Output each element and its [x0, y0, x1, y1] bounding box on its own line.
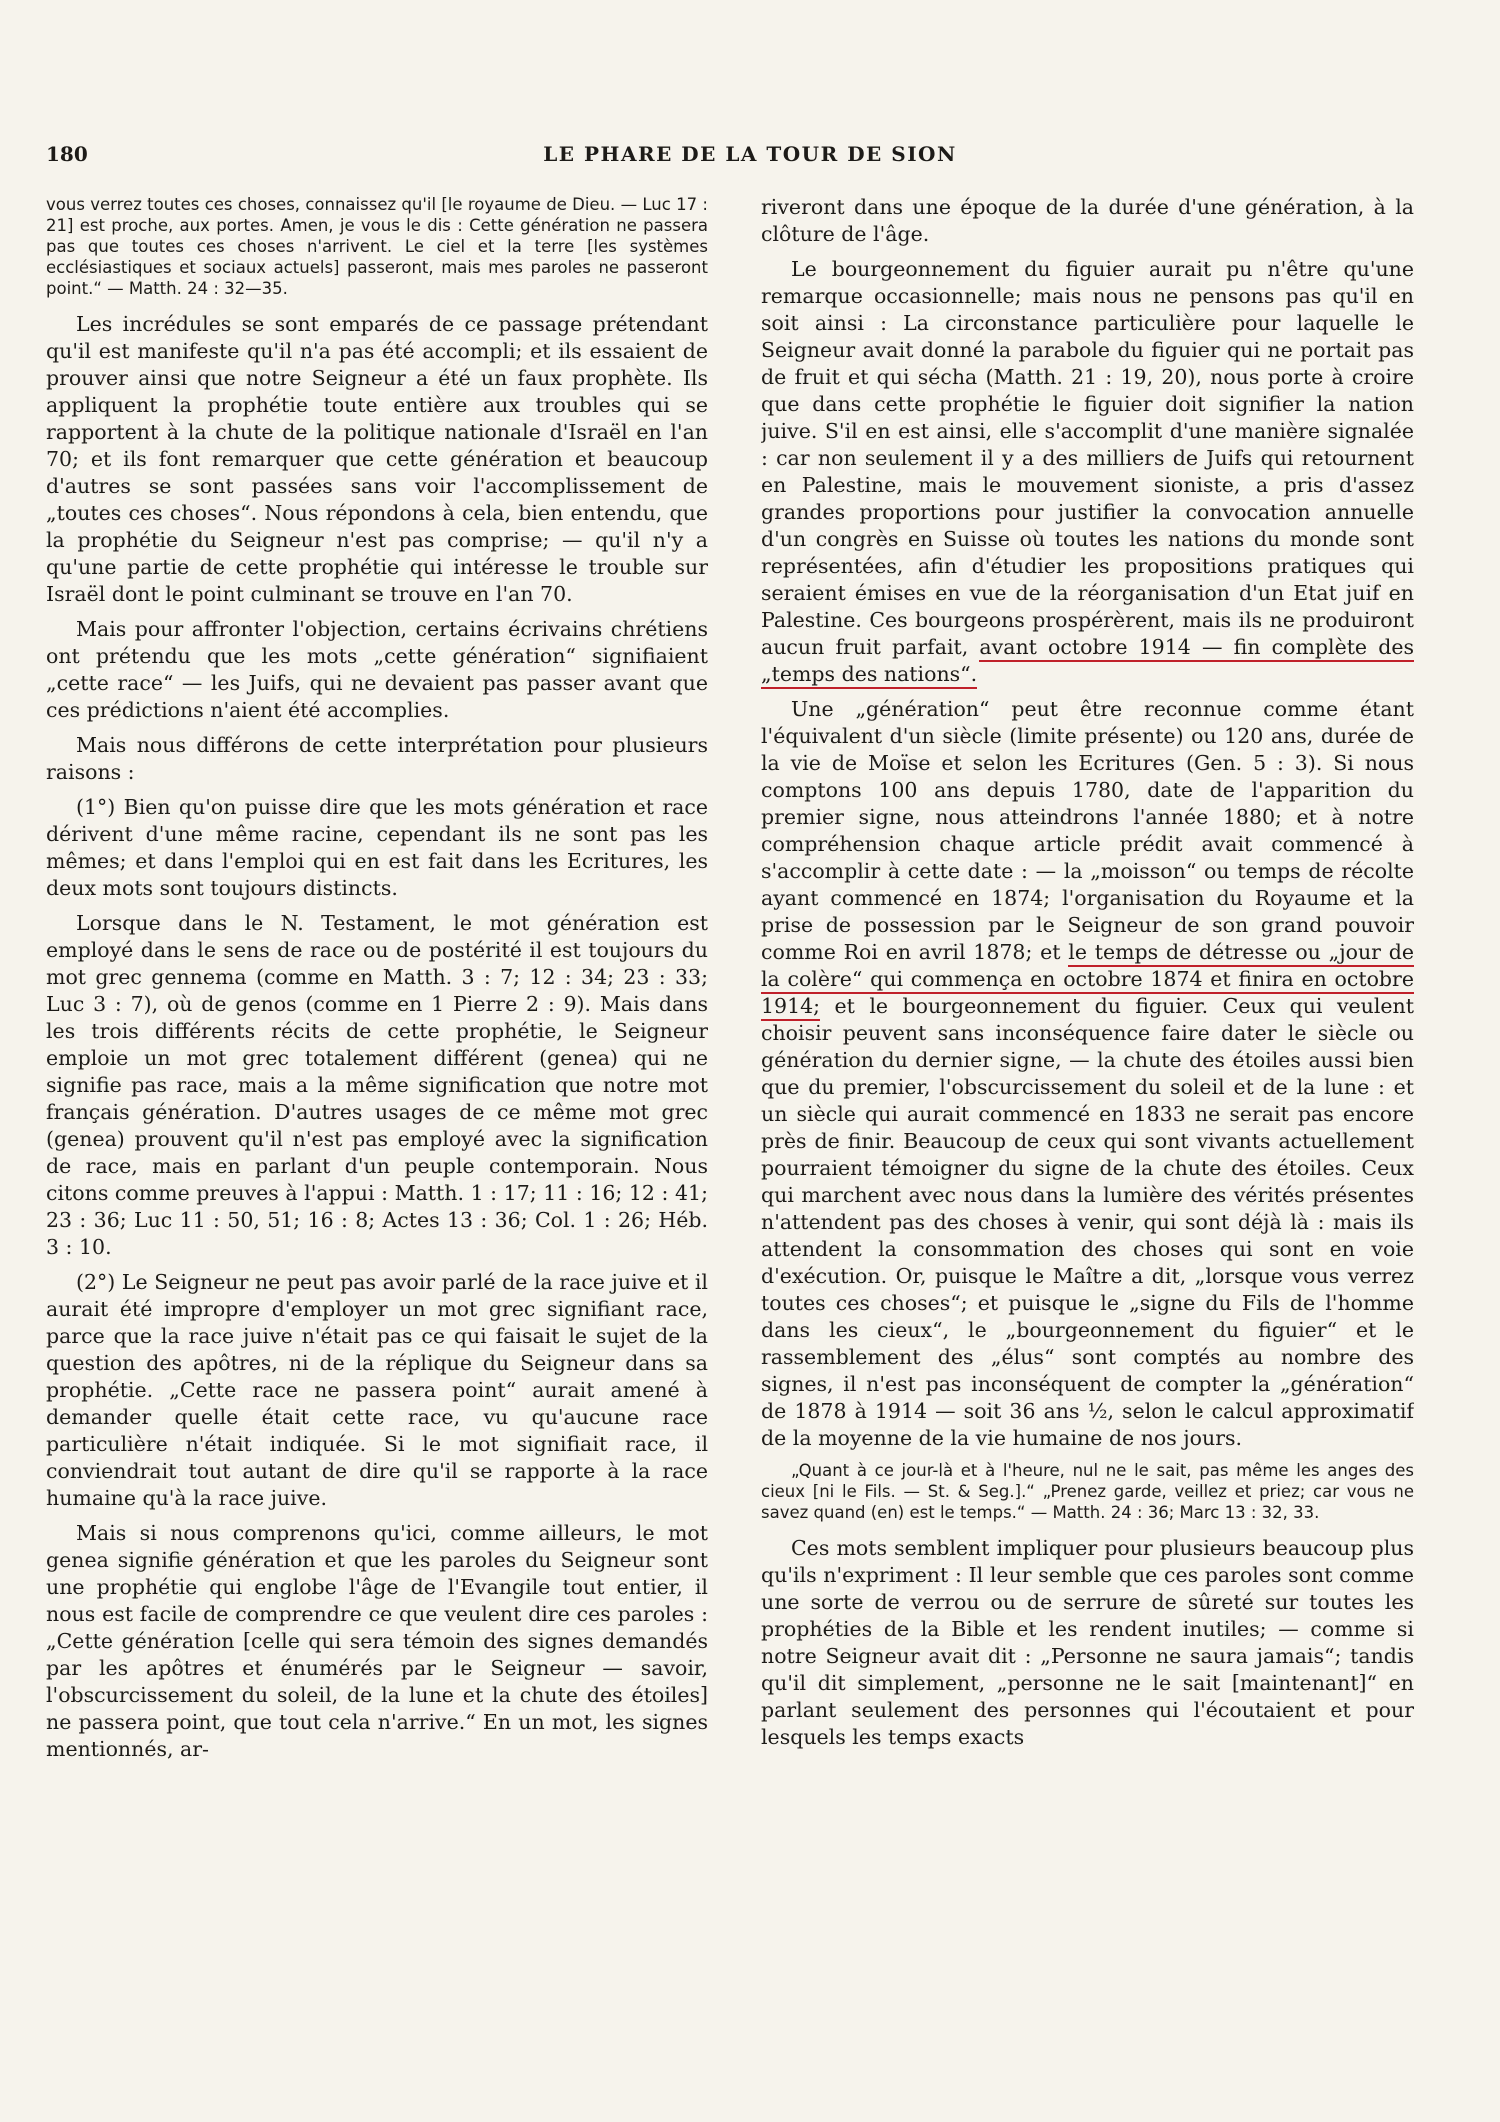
paragraph — [761, 256, 1414, 688]
paragraph: Mais nous différons de cette interprétation pour plusieurs raisons : — [46, 733, 708, 784]
paragraph-text: Une „génération“ peut être reconnue comme étant l'équivalent d'un siècle (limite présente) ou 120 ans, durée de la vie de Moïse et selon les Ecritures (Gen. 5 : 3). Si nous comptons 100 ans depuis 1780, date de l'apparition du premier signe, nous atteindrons l'année 1880; et à notre compréhension chaque article prédit avait commencé à s'accomplir à cette date : — la „moisson“ ou temps de récolte ayant commencé en 1874; l'organisation du Royaume et la prise de possession par le Seigneur de son grand pouvoir comme Roi en avril 1878; et — [761, 697, 1414, 964]
red-underlined-passage: le temps de détresse ou „jour de la colère“ qui commença en octobre 1874 et finira en octobre 1914; — [761, 940, 1414, 1021]
running-title: LE PHARE DE LA TOUR DE SION — [543, 142, 957, 166]
paragraph: (2°) Le Seigneur ne peut pas avoir parlé de la race juive et il aurait été impropre d'employer un mot grec signifiant race, parce que la race juive n'était pas ce qui faisait le sujet de la question des apôtres, ni de la réplique du Seigneur dans sa prophétie. „Cette race ne passera point“ aurait amené à demander quelle était cette race, vu qu'aucune race particulière n'était indiquée. Si le mot signifiait race, il conviendrait tout autant de dire qu'il se rapporte à la race humaine qu'à la race juive. — [46, 1270, 708, 1510]
page-number: 180 — [46, 142, 88, 166]
paragraph: (1°) Bien qu'on puisse dire que les mots génération et race dérivent d'une même racine, cependant ils ne sont pas les mêmes; et dans l'emploi qui en est fait dans les Ecritures, les deux mots sont toujours distincts. — [46, 795, 708, 900]
paragraph: Mais si nous comprenons qu'ici, comme ailleurs, le mot genea signifie génération et que les paroles du Seigneur sont une prophétie qui englobe l'âge de l'Evangile tout entier, il nous est facile de comprendre ce que veulent dire ces paroles : „Cette génération [celle qui sera témoin des signes demandés par les apôtres et énumérés par le Seigneur — savoir, l'obscurcissement du soleil, de la lune et la chute des étoiles] ne passera point, que tout cela n'arrive.“ En un mot, les signes mentionnés, ar- — [46, 1521, 708, 1761]
paragraph-text: et le bourgeonnement du figuier. Ceux qui veulent choisir peuvent sans inconséquence faire dater le siècle ou génération du dernier signe, — la chute des étoiles aussi bien que du premier, l'obscurcissement du soleil et de la lune : et un siècle qui aurait commencé en 1833 ne serait pas encore près de finir. Beaucoup de ceux qui sont vivants actuellement pourraient témoigner du signe de la chute des étoiles. Ceux qui marchent avec nous dans la lumière des vérités présentes n'attendent pas des choses à venir, qui sont déjà là : mais ils attendent la consommation des choses qui sont en voie d'exécution. Or, puisque le Maître a dit, „lorsque vous verrez toutes ces choses“; et puisque le „signe du Fils de l'homme dans les cieux“, le „bourgeonnement du figuier“ et le rassemblement des „élus“ sont comptés au nombre des signes, il n'est pas inconséquent de compter la „génération“ de 1878 à 1914 — soit 36 ans ½, selon le calcul approximatif de la moyenne de la vie humaine de nos jours. — [761, 994, 1414, 1450]
paragraph: Lorsque dans le N. Testament, le mot génération est employé dans le sens de race ou de postérité il est toujours du mot grec gennema (comme en Matth. 3 : 7; 12 : 34; 23 : 33; Luc 3 : 7), où de genos (comme en 1 Pierre 2 : 9). Mais dans les trois différents récits de cette prophétie, le Seigneur emploie un mot grec totalement différent (genea) qui ne signifie pas race, mais a la même signification que notre mot français génération. D'autres usages de ce même mot grec (genea) prouvent qu'il n'est pas employé avec la signification de race, mais en parlant d'un peuple contemporain. Nous citons comme preuves à l'appui : Matth. 1 : 17; 11 : 16; 12 : 41; 23 : 36; Luc 11 : 50, 51; 16 : 8; Actes 13 : 36; Col. 1 : 26; Héb. 3 : 10. — [46, 911, 708, 1259]
scripture-quote: „Quant à ce jour-là et à l'heure, nul ne le sait, pas même les anges des cieux [ni le Fils. — St. & Seg.].“ „Prenez garde, veillez et priez; car vous ne savez quand (en) est le temps.“ — Matth. 24 : 36; Marc 13 : 32, 33. — [761, 1461, 1414, 1522]
paragraph — [761, 696, 1414, 1452]
paragraph: Mais pour affronter l'objection, certains écrivains chrétiens ont prétendu que les mots „cette génération“ signifiaient „cette race“ — les Juifs, qui ne devaient pas passer avant que ces prédictions n'aient été accomplies. — [46, 617, 708, 722]
paragraph: Ces mots semblent impliquer pour plusieurs beaucoup plus qu'ils n'expriment : Il leur semble que ces paroles sont comme une sorte de verrou ou de serrure de sûreté sur toutes les prophéties de la Bible et les rendent inutiles; — comme si notre Seigneur avait dit : „Personne ne saura jamais“; tandis qu'il dit simplement, „personne ne le sait [maintenant]“ en parlant seulement des personnes qui l'écoutaient et pour lesquels les temps exacts — [761, 1536, 1414, 1749]
right-column — [761, 194, 1414, 2074]
paragraph: Les incrédules se sont emparés de ce passage prétendant qu'il est manifeste qu'il n'a pas été accompli; et ils essaient de prouver ainsi que notre Seigneur a été un faux prophète. Ils appliquent la prophétie toute entière aux troubles qui se rapportent à la chute de la politique nationale d'Israël en l'an 70; et ils font remarquer que cette génération et beaucoup d'autres se sont passées sans voir l'accomplissement de „toutes ces choses“. Nous répondons à cela, bien entendu, que la prophétie du Seigneur n'est pas comprise; — qu'il n'y a qu'une partie de cette prophétie qui intéresse le trouble sur Israël dont le point culminant se trouve en l'an 70. — [46, 312, 708, 606]
paragraph-text: Le bourgeonnement du figuier aurait pu n'être qu'une remarque occasionnelle; mais nous ne pensons pas qu'il en soit ainsi : La circonstance particulière pour laquelle le Seigneur avait donné la parabole du figuier qui ne portait pas de fruit et qui sécha (Matth. 21 : 19, 20), nous porte à croire que dans cette prophétie le figuier doit signifier la nation juive. S'il en est ainsi, elle s'accomplit d'une manière signalée : car non seulement il y a des milliers de Juifs qui retournent en Palestine, mais le mouvement sioniste, a pris d'assez grandes proportions pour justifier la convocation annuelle d'un congrès en Suisse où toutes les nations du monde sont représentées, afin d'étudier les propositions pratiques qui seraient émises en vue de la réorganisation d'un Etat juif en Palestine. Ces bourgeons prospérèrent, mais ils ne produiront aucun fruit parfait, — [761, 257, 1414, 659]
opening-scripture-quote: vous verrez toutes ces choses, connaissez qu'il [le royaume de Dieu. — Luc 17 : 21] est proche, aux portes. Amen, je vous le dis : Cette génération ne passera pas que toutes ces choses n'arrivent. Le ciel et la terre [les systèmes ecclésiastiques et sociaux actuels] passeront, mais mes paroles ne passeront point.“ — Matth. 24 : 32—35. — [46, 195, 708, 298]
paragraph-continued: riveront dans une époque de la durée d'une génération, à la clôture de l'âge. — [761, 195, 1414, 246]
red-underlined-passage: avant octobre 1914 — fin complète des „temps des nations“. — [761, 635, 1414, 689]
left-column — [46, 194, 708, 2074]
